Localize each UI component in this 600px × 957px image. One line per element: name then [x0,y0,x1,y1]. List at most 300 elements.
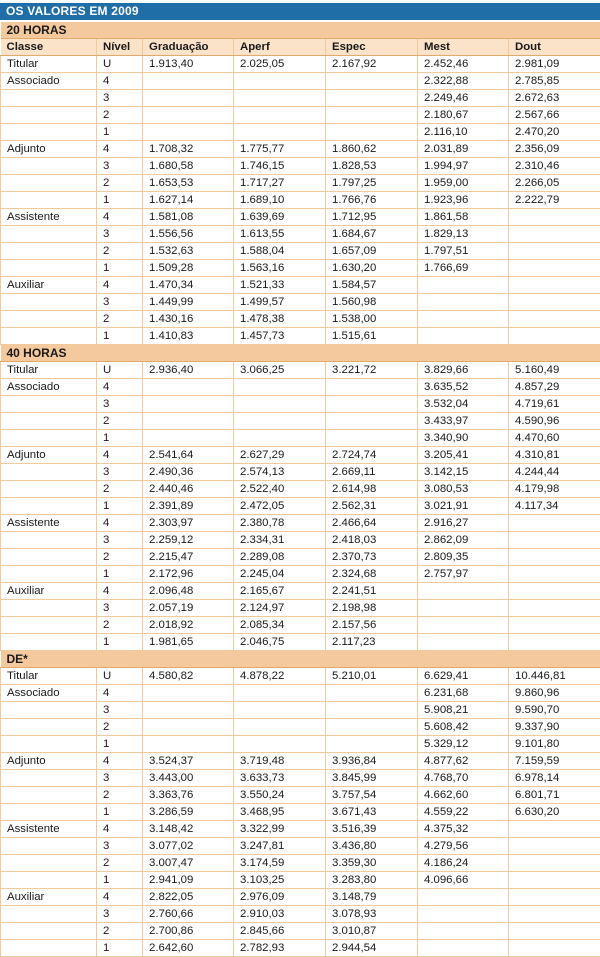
cell-mest: 6.231,68 [418,685,509,702]
cell-espec: 2.669,11 [326,464,418,481]
cell-aperf: 2.522,40 [234,481,326,498]
table-row [1,685,600,702]
cell-espec: 1.560,98 [326,294,418,311]
cell-nivel: 2 [97,549,143,566]
table-row [1,923,600,940]
cell-nivel: 2 [97,175,143,192]
cell-dout: 4.470,60 [509,430,600,447]
cell-aperf: 1.563,16 [234,260,326,277]
cell-classe [1,838,97,855]
cell-nivel: U [97,56,143,73]
cell-classe [1,923,97,940]
cell-espec: 2.157,56 [326,617,418,634]
cell-dout: 6.801,71 [509,787,600,804]
cell-graduacao: 2.700,86 [143,923,234,940]
cell-mest: 2.249,46 [418,90,509,107]
cell-aperf: 2.782,93 [234,940,326,957]
cell-espec: 3.436,80 [326,838,418,855]
table-row [1,583,600,600]
cell-mest [418,906,509,923]
cell-nivel: 1 [97,260,143,277]
cell-dout: 7.159,59 [509,753,600,770]
cell-graduacao: 3.007,47 [143,855,234,872]
cell-espec [326,736,418,753]
cell-nivel: 4 [97,379,143,396]
cell-mest: 2.116,10 [418,124,509,141]
cell-nivel: 2 [97,719,143,736]
cell-aperf [234,702,326,719]
cell-espec: 2.614,98 [326,481,418,498]
cell-dout: 5.160,49 [509,362,600,379]
table-row [1,549,600,566]
cell-graduacao: 1.470,34 [143,277,234,294]
cell-aperf: 1.499,57 [234,294,326,311]
cell-mest: 4.096,66 [418,872,509,889]
cell-classe [1,906,97,923]
cell-mest [418,311,509,328]
cell-classe: Associado [1,379,97,396]
cell-mest: 5.908,21 [418,702,509,719]
cell-espec: 2.167,92 [326,56,418,73]
table-row [1,124,600,141]
column-header-mest: Mest [418,39,509,56]
cell-dout: 2.567,66 [509,107,600,124]
cell-mest: 5.329,12 [418,736,509,753]
cell-aperf: 3.066,25 [234,362,326,379]
cell-mest: 3.829,66 [418,362,509,379]
cell-classe: Adjunto [1,753,97,770]
table-row [1,600,600,617]
cell-aperf: 3.322,99 [234,821,326,838]
cell-mest [418,889,509,906]
cell-aperf: 3.633,73 [234,770,326,787]
cell-espec: 1.515,61 [326,328,418,345]
cell-classe [1,260,97,277]
cell-nivel: 1 [97,634,143,651]
cell-graduacao [143,430,234,447]
section-title: DE* [1,651,600,668]
cell-dout [509,209,600,226]
cell-nivel: 1 [97,328,143,345]
cell-mest: 4.186,24 [418,855,509,872]
table-row [1,396,600,413]
cell-espec: 2.562,31 [326,498,418,515]
cell-aperf: 3.174,59 [234,855,326,872]
cell-classe [1,787,97,804]
cell-classe: Adjunto [1,447,97,464]
cell-nivel: 3 [97,464,143,481]
cell-classe: Associado [1,685,97,702]
cell-nivel: 4 [97,73,143,90]
cell-classe [1,158,97,175]
cell-classe [1,226,97,243]
cell-aperf: 3.719,48 [234,753,326,770]
cell-nivel: 2 [97,107,143,124]
cell-graduacao: 1.627,14 [143,192,234,209]
table-row [1,90,600,107]
cell-nivel: 1 [97,804,143,821]
cell-dout: 2.222,79 [509,192,600,209]
column-header-graduacao: Graduação [143,39,234,56]
cell-aperf [234,107,326,124]
column-header-aperf: Aperf [234,39,326,56]
cell-classe [1,532,97,549]
cell-dout [509,226,600,243]
cell-mest: 1.959,00 [418,175,509,192]
cell-espec: 2.241,51 [326,583,418,600]
cell-mest: 4.768,70 [418,770,509,787]
cell-classe [1,702,97,719]
cell-classe [1,311,97,328]
cell-classe: Titular [1,668,97,685]
cell-graduacao: 2.760,66 [143,906,234,923]
cell-classe [1,770,97,787]
cell-aperf: 3.468,95 [234,804,326,821]
cell-graduacao: 2.440,46 [143,481,234,498]
cell-aperf: 2.574,13 [234,464,326,481]
cell-dout [509,634,600,651]
cell-nivel: 4 [97,583,143,600]
cell-aperf: 2.380,78 [234,515,326,532]
cell-aperf: 2.289,08 [234,549,326,566]
cell-espec [326,73,418,90]
cell-graduacao: 1.430,16 [143,311,234,328]
table-row [1,226,600,243]
table-row [1,447,600,464]
cell-dout: 9.337,90 [509,719,600,736]
cell-nivel: 4 [97,515,143,532]
table-row [1,311,600,328]
table-row [1,192,600,209]
cell-dout [509,583,600,600]
cell-espec: 3.010,87 [326,923,418,940]
cell-espec: 3.671,43 [326,804,418,821]
cell-mest: 4.279,56 [418,838,509,855]
cell-aperf: 1.478,38 [234,311,326,328]
table-row [1,804,600,821]
cell-mest: 1.797,51 [418,243,509,260]
cell-espec: 3.516,39 [326,821,418,838]
column-header-classe: Classe [1,39,97,56]
cell-graduacao [143,702,234,719]
cell-espec: 2.724,74 [326,447,418,464]
cell-espec: 1.828,53 [326,158,418,175]
cell-graduacao [143,124,234,141]
cell-mest: 1.994,97 [418,158,509,175]
cell-graduacao: 1.556,56 [143,226,234,243]
table-row [1,515,600,532]
table-row [1,379,600,396]
cell-aperf: 2.025,05 [234,56,326,73]
cell-classe [1,90,97,107]
cell-graduacao: 2.822,05 [143,889,234,906]
cell-mest [418,583,509,600]
cell-graduacao: 1.532,63 [143,243,234,260]
cell-espec: 5.210,01 [326,668,418,685]
cell-dout [509,260,600,277]
cell-aperf: 2.334,31 [234,532,326,549]
cell-dout [509,515,600,532]
column-header-espec: Espec [326,39,418,56]
cell-dout: 6.630,20 [509,804,600,821]
cell-mest: 2.809,35 [418,549,509,566]
cell-graduacao: 3.286,59 [143,804,234,821]
cell-nivel: 4 [97,821,143,838]
cell-dout: 9.101,80 [509,736,600,753]
cell-nivel: 3 [97,770,143,787]
cell-dout [509,328,600,345]
cell-mest: 3.021,91 [418,498,509,515]
cell-dout [509,243,600,260]
cell-nivel: 1 [97,940,143,957]
cell-dout [509,532,600,549]
cell-graduacao: 2.259,12 [143,532,234,549]
cell-nivel: 1 [97,872,143,889]
cell-dout: 4.310,81 [509,447,600,464]
cell-dout: 4.719,61 [509,396,600,413]
cell-graduacao [143,107,234,124]
cell-aperf [234,685,326,702]
section-title: 40 HORAS [1,345,600,362]
cell-mest [418,277,509,294]
cell-mest: 3.080,53 [418,481,509,498]
cell-nivel: U [97,668,143,685]
cell-aperf: 1.457,73 [234,328,326,345]
salary-table-body [1,22,600,957]
cell-espec: 1.860,62 [326,141,418,158]
table-row [1,464,600,481]
cell-espec: 2.198,98 [326,600,418,617]
cell-nivel: 3 [97,532,143,549]
cell-graduacao: 1.913,40 [143,56,234,73]
cell-nivel: 4 [97,889,143,906]
cell-graduacao [143,396,234,413]
cell-mest: 3.205,41 [418,447,509,464]
cell-aperf: 1.521,33 [234,277,326,294]
cell-dout [509,855,600,872]
cell-espec [326,124,418,141]
cell-dout: 4.857,29 [509,379,600,396]
cell-dout [509,872,600,889]
cell-espec: 1.657,09 [326,243,418,260]
table-row [1,481,600,498]
cell-aperf: 4.878,22 [234,668,326,685]
cell-graduacao: 2.215,47 [143,549,234,566]
column-header-nivel: Nível [97,39,143,56]
cell-aperf: 3.103,25 [234,872,326,889]
cell-nivel: 3 [97,600,143,617]
cell-aperf [234,73,326,90]
cell-classe [1,294,97,311]
cell-classe [1,549,97,566]
cell-nivel: 4 [97,277,143,294]
column-header-dout: Dout [509,39,600,56]
cell-graduacao: 2.096,48 [143,583,234,600]
table-row [1,821,600,838]
cell-dout [509,821,600,838]
cell-mest: 1.766,69 [418,260,509,277]
cell-dout: 10.446,81 [509,668,600,685]
cell-classe: Assistente [1,209,97,226]
cell-classe [1,855,97,872]
cell-graduacao [143,413,234,430]
cell-mest [418,923,509,940]
cell-classe: Auxiliar [1,583,97,600]
table-row [1,328,600,345]
cell-dout [509,566,600,583]
cell-nivel: 4 [97,141,143,158]
cell-classe: Titular [1,56,97,73]
cell-aperf: 2.245,04 [234,566,326,583]
table-row [1,719,600,736]
cell-mest: 4.375,32 [418,821,509,838]
section-header-row [1,22,600,39]
cell-nivel: 2 [97,855,143,872]
cell-graduacao: 2.642,60 [143,940,234,957]
cell-classe [1,107,97,124]
cell-espec: 2.324,68 [326,566,418,583]
cell-dout: 4.117,34 [509,498,600,515]
table-row [1,56,600,73]
cell-espec: 1.584,57 [326,277,418,294]
cell-dout [509,940,600,957]
cell-graduacao: 2.391,89 [143,498,234,515]
cell-classe [1,396,97,413]
cell-classe [1,481,97,498]
cell-graduacao [143,90,234,107]
cell-graduacao: 1.581,08 [143,209,234,226]
cell-dout: 9.590,70 [509,702,600,719]
table-row [1,107,600,124]
cell-dout: 6.978,14 [509,770,600,787]
cell-classe [1,634,97,651]
table-row [1,668,600,685]
table-row [1,566,600,583]
cell-classe [1,566,97,583]
cell-dout [509,600,600,617]
cell-mest: 2.180,67 [418,107,509,124]
cell-classe: Assistente [1,821,97,838]
table-row [1,362,600,379]
cell-nivel: 4 [97,209,143,226]
table-row [1,294,600,311]
cell-espec [326,90,418,107]
cell-dout [509,294,600,311]
cell-espec: 1.684,67 [326,226,418,243]
cell-classe [1,804,97,821]
cell-graduacao: 2.057,19 [143,600,234,617]
cell-classe: Auxiliar [1,889,97,906]
cell-espec: 2.944,54 [326,940,418,957]
cell-classe [1,413,97,430]
table-row [1,260,600,277]
table-row [1,753,600,770]
cell-dout: 4.179,98 [509,481,600,498]
table-row [1,532,600,549]
cell-nivel: U [97,362,143,379]
cell-nivel: 3 [97,294,143,311]
cell-classe [1,175,97,192]
cell-nivel: 4 [97,753,143,770]
cell-nivel: 4 [97,447,143,464]
cell-espec: 1.538,00 [326,311,418,328]
table-row [1,634,600,651]
table-row [1,906,600,923]
cell-classe [1,124,97,141]
cell-aperf: 3.550,24 [234,787,326,804]
cell-mest: 4.559,22 [418,804,509,821]
cell-graduacao: 3.363,76 [143,787,234,804]
cell-dout [509,906,600,923]
table-row [1,889,600,906]
cell-espec: 3.757,54 [326,787,418,804]
cell-classe: Adjunto [1,141,97,158]
cell-dout: 2.981,09 [509,56,600,73]
cell-aperf: 1.717,27 [234,175,326,192]
cell-dout [509,923,600,940]
cell-mest: 1.923,96 [418,192,509,209]
cell-classe [1,328,97,345]
cell-graduacao: 4.580,82 [143,668,234,685]
cell-dout [509,277,600,294]
cell-mest [418,600,509,617]
cell-dout [509,838,600,855]
cell-nivel: 3 [97,158,143,175]
cell-graduacao: 1.981,65 [143,634,234,651]
table-row [1,141,600,158]
cell-mest: 3.142,15 [418,464,509,481]
cell-nivel: 2 [97,787,143,804]
cell-mest [418,294,509,311]
cell-graduacao [143,685,234,702]
cell-dout: 2.672,63 [509,90,600,107]
cell-graduacao: 1.653,53 [143,175,234,192]
section-header-row [1,345,600,362]
cell-espec [326,719,418,736]
cell-graduacao: 1.449,99 [143,294,234,311]
cell-graduacao: 2.541,64 [143,447,234,464]
cell-mest: 2.322,88 [418,73,509,90]
cell-nivel: 2 [97,311,143,328]
cell-nivel: 3 [97,906,143,923]
table-row [1,702,600,719]
cell-nivel: 2 [97,243,143,260]
table-row [1,787,600,804]
cell-aperf: 1.775,77 [234,141,326,158]
cell-espec [326,107,418,124]
table-row [1,413,600,430]
cell-espec: 1.797,25 [326,175,418,192]
cell-dout [509,549,600,566]
cell-nivel: 1 [97,430,143,447]
section-header-row [1,651,600,668]
cell-classe: Auxiliar [1,277,97,294]
cell-aperf [234,124,326,141]
column-header-row [1,39,600,56]
table-row [1,498,600,515]
cell-mest: 2.862,09 [418,532,509,549]
cell-aperf [234,719,326,736]
table-row [1,243,600,260]
cell-dout: 2.470,20 [509,124,600,141]
cell-graduacao: 3.443,00 [143,770,234,787]
cell-aperf [234,90,326,107]
cell-classe: Associado [1,73,97,90]
cell-graduacao: 2.490,36 [143,464,234,481]
cell-graduacao: 1.509,28 [143,260,234,277]
cell-dout: 2.356,09 [509,141,600,158]
cell-nivel: 1 [97,192,143,209]
